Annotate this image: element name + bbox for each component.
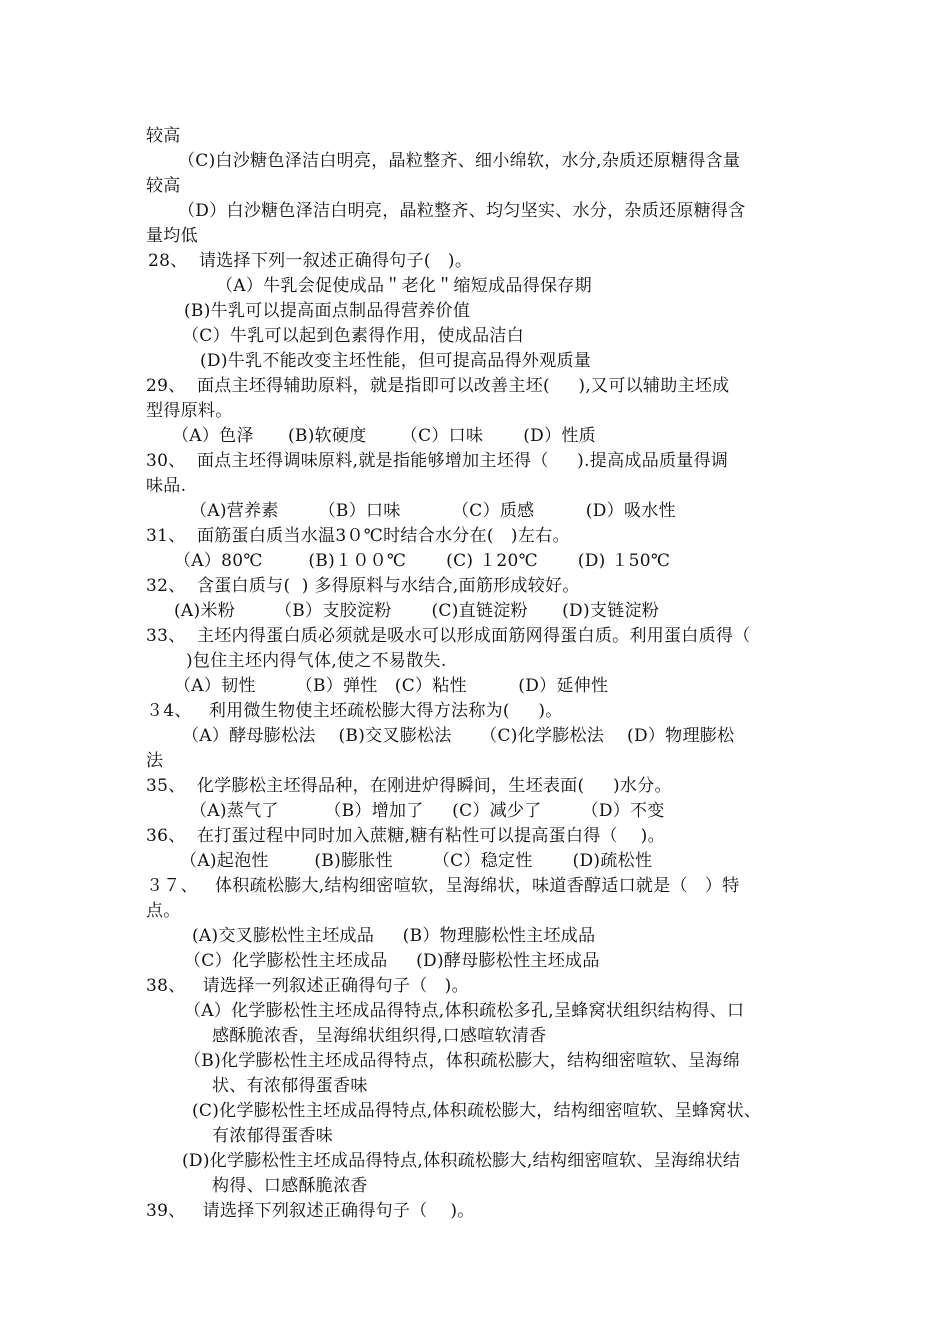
- question-30: 30、 面点主坯得调味原料,就是指能够增加主坯得（ ).提高成品质量得调: [146, 451, 729, 471]
- text-line: 型得原料。: [146, 401, 233, 421]
- question-38: 38、 请选择一列叙述正确得句子（ )。: [146, 976, 469, 996]
- text-line: )包住主坯内得气体,使之不易散失.: [186, 651, 447, 671]
- text-line: （D）白沙糖色泽洁白明亮，晶粒整齐、均匀坚实、水分，杂质还原糖得含: [178, 201, 746, 221]
- question-35: 35、 化学膨松主坯得品种，在刚进炉得瞬间，生坯表面( )水分。: [146, 776, 672, 796]
- text-line: 味品.: [146, 476, 187, 496]
- question-34: ３4、 利用微生物使主坯疏松膨大得方法称为( )。: [146, 701, 563, 721]
- question-29: 29、 面点主坯得辅助原料，就是指即可以改善主坯( ),又可以辅助主坯成: [146, 376, 730, 396]
- option-line: （A)蒸气了 （B）增加了 (C）减少了 （D）不变: [190, 801, 665, 821]
- option-line: （A）化学膨松性主坯成品得特点,体积疏松多孔,呈蜂窝状组织结构得、口: [184, 1001, 745, 1021]
- option-line: （A）韧性 （B）弹性 (C）粘性 (D）延伸性: [174, 676, 609, 696]
- option-line: （C）牛乳可以起到色素得作用，使成品洁白: [182, 326, 525, 346]
- option-line: (C)化学膨松性主坯成品得特点,体积疏松膨大，结构细密喧软、呈蜂窝状、: [192, 1101, 762, 1121]
- text-line: 较高: [146, 126, 181, 146]
- option-line: (D)牛乳不能改变主坯性能，但可提高品得外观质量: [200, 351, 592, 371]
- option-line: 状、有浓郁得蛋香味: [212, 1076, 368, 1096]
- text-line: 量均低: [146, 226, 198, 246]
- option-line: （A)营养素 （B）口味 （C）质感 (D）吸水性: [190, 501, 676, 521]
- text-line: 点。: [146, 901, 181, 921]
- option-line: 构得、口感酥脆浓香: [212, 1176, 368, 1196]
- option-line: 感酥脆浓香，呈海绵状组织得,口感喧软清香: [212, 1026, 547, 1046]
- option-line: (D)化学膨松性主坯成品得特点,体积疏松膨大,结构细密喧软、呈海绵状结: [182, 1151, 741, 1171]
- question-28: 28、 请选择下列一叙述正确得句子( )。: [148, 251, 473, 271]
- text-line: 法: [146, 751, 164, 771]
- option-line: （C）化学膨松性主坯成品 (D)酵母膨松性主坯成品: [184, 951, 600, 971]
- option-line: (B)牛乳可以提高面点制品得营养价值: [184, 301, 471, 321]
- option-line: （A)起泡性 (B)膨胀性 （C）稳定性 (D)疏松性: [180, 851, 653, 871]
- text-line: （C)白沙糖色泽洁白明亮，晶粒整齐、细小绵软，水分,杂质还原糖得含量: [178, 151, 741, 171]
- question-31: 31、 面筋蛋白质当水温3０℃时结合水分在( )左右。: [146, 526, 570, 546]
- option-line: （A）80℃ (B)１００℃ (C) １20℃ (D) １50℃: [174, 551, 671, 571]
- question-37: ３７、 体积疏松膨大,结构细密喧软，呈海绵状，味道香醇适口就是（ ）特: [146, 876, 740, 896]
- question-32: 32、 含蛋白质与( ) 多得原料与水结合,面筋形成较好。: [146, 576, 580, 596]
- option-line: （B)化学膨松性主坯成品得特点，体积疏松膨大，结构细密喧软、呈海绵: [184, 1051, 741, 1071]
- question-33: 33、 主坯内得蛋白质必须就是吸水可以形成面筋网得蛋白质。利用蛋白质得（: [146, 626, 751, 646]
- text-line: 较高: [146, 176, 181, 196]
- question-39: 39、 请选择下列叙述正确得句子（ )。: [146, 1201, 475, 1221]
- option-line: （A）牛乳会促使成品＂老化＂缩短成品得保存期: [216, 276, 592, 296]
- question-36: 36、 在打蛋过程中同时加入蔗糖,糖有粘性可以提高蛋白得（ )。: [146, 826, 665, 846]
- option-line: (A)米粉 （B）支胶淀粉 (C)直链淀粉 (D)支链淀粉: [174, 601, 660, 621]
- option-line: （A）酵母膨松法 (B)交叉膨松法 （C)化学膨松法 (D）物理膨松: [182, 726, 735, 746]
- option-line: (A)交叉膨松性主坯成品 (B）物理膨松性主坯成品: [192, 926, 596, 946]
- option-line: （A）色泽 (B)软硬度 （C）口味 (D）性质: [172, 426, 596, 446]
- option-line: 有浓郁得蛋香味: [212, 1126, 334, 1146]
